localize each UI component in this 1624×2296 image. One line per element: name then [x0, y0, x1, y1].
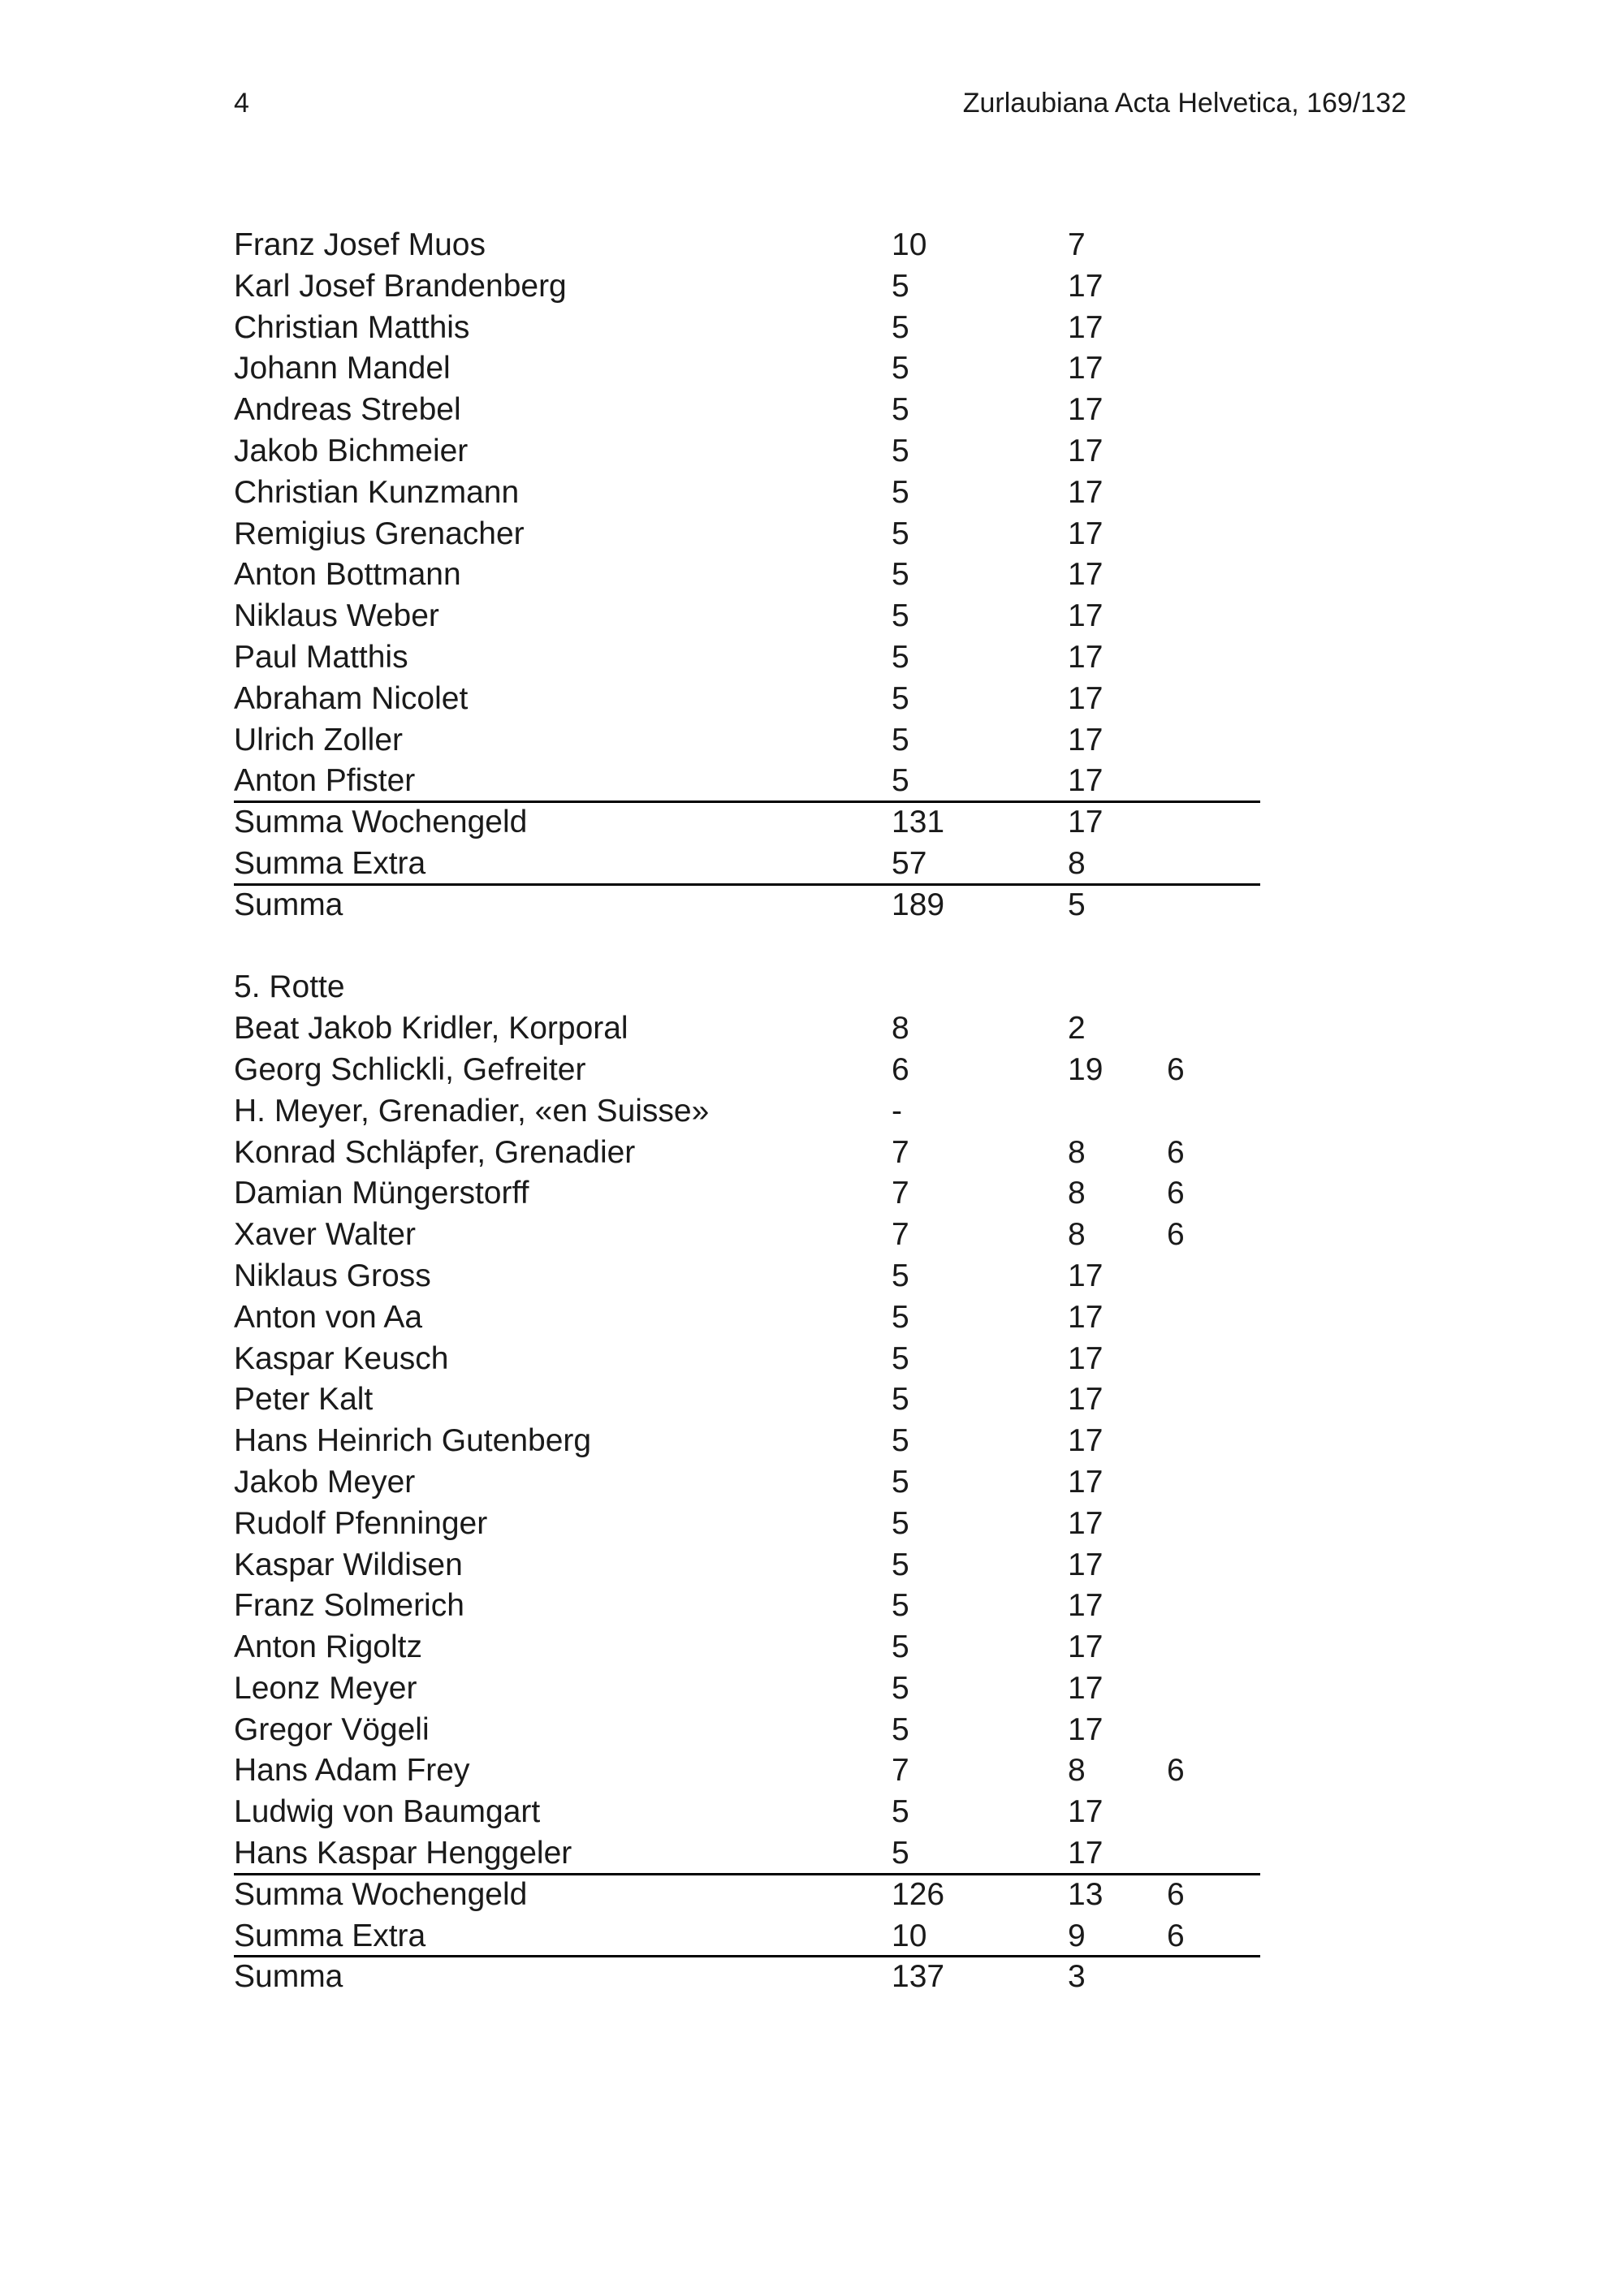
table-row — [234, 390, 1389, 431]
value3-cell: 6 — [1167, 1876, 1185, 1912]
value3-cell — [1167, 720, 1389, 762]
value2-cell: 17 — [1068, 309, 1104, 345]
name-cell: Christian Matthis — [234, 309, 470, 345]
table-row — [234, 1875, 1389, 1916]
value2-cell: 17 — [1068, 1670, 1104, 1706]
value1-cell: 5 — [892, 351, 909, 386]
value3-cell — [1167, 1421, 1389, 1462]
value1-cell: 5 — [892, 1299, 909, 1335]
value3-cell — [1167, 1710, 1389, 1751]
name-cell: Rudolf Pfenninger — [234, 1505, 488, 1541]
name-cell: Gregor Vögeli — [234, 1711, 430, 1747]
name-cell: Summa — [234, 887, 343, 922]
value1-cell: 137 — [892, 1959, 945, 1995]
value3-cell — [1167, 1297, 1389, 1339]
table-row — [234, 1339, 1389, 1380]
header-source-title: Zurlaubiana Acta Helvetica, 169/132 — [962, 88, 1406, 119]
value2-cell: 8 — [1068, 1753, 1086, 1789]
table-row — [234, 1462, 1389, 1504]
value3-cell — [1167, 473, 1389, 514]
table-row — [234, 1833, 1389, 1875]
value3-cell — [1167, 802, 1389, 844]
value3-cell: 6 — [1167, 1753, 1185, 1789]
value2-cell: 17 — [1068, 516, 1104, 551]
value1-cell: 5 — [892, 268, 909, 304]
name-cell: Andreas Strebel — [234, 392, 461, 428]
value2-cell: 17 — [1068, 1299, 1104, 1335]
value3-cell — [1167, 1339, 1389, 1380]
value2-cell: 3 — [1068, 1959, 1086, 1995]
value1-cell: 7 — [892, 1176, 909, 1211]
value2-cell: 17 — [1068, 805, 1104, 840]
value2-cell: 17 — [1068, 1629, 1104, 1665]
value2-cell: 17 — [1068, 1711, 1104, 1747]
value2-cell: 17 — [1068, 268, 1104, 304]
value2-cell: 17 — [1068, 680, 1104, 716]
value1-cell: - — [892, 1093, 902, 1129]
name-cell: Christian Kunzmann — [234, 474, 520, 510]
value1-cell: 5 — [892, 1836, 909, 1871]
name-cell: Ulrich Zoller — [234, 722, 404, 757]
value1-cell: 5 — [892, 1711, 909, 1747]
value2-cell: 5 — [1068, 887, 1086, 922]
value3-cell — [1167, 348, 1389, 390]
value1-cell — [892, 967, 1068, 1008]
table-row — [234, 1668, 1389, 1710]
table-row — [234, 308, 1389, 349]
table-row — [234, 555, 1389, 596]
value3-cell — [1167, 1091, 1389, 1133]
value3-cell — [1167, 1957, 1389, 1998]
value2-cell: 17 — [1068, 351, 1104, 386]
value3-cell — [1167, 1008, 1389, 1050]
name-cell: Hans Heinrich Gutenberg — [234, 1423, 592, 1459]
value2-cell: 13 — [1068, 1876, 1104, 1912]
value3-cell — [1167, 844, 1389, 885]
value3-cell: 6 — [1167, 1217, 1185, 1253]
table-row — [234, 1379, 1389, 1421]
name-cell: Franz Solmerich — [234, 1588, 464, 1624]
value1-cell: 10 — [892, 227, 927, 262]
name-cell: Remigius Grenacher — [234, 516, 525, 551]
value2-cell: 8 — [1068, 1176, 1086, 1211]
value3-cell — [1167, 225, 1389, 266]
value1-cell: 131 — [892, 805, 945, 840]
value1-cell: 5 — [892, 598, 909, 634]
value3-cell — [1167, 885, 1389, 926]
value1-cell: 5 — [892, 1464, 909, 1500]
name-cell: Georg Schlickli, Gefreiter — [234, 1051, 586, 1087]
table-row — [234, 1916, 1389, 1957]
table-row — [234, 679, 1389, 720]
value1-cell: 189 — [892, 887, 945, 922]
pay-table — [234, 225, 1389, 1998]
value1-cell: 5 — [892, 433, 909, 468]
value1-cell: 5 — [892, 763, 909, 799]
value2-cell: 17 — [1068, 1588, 1104, 1624]
value3-cell — [1167, 1833, 1389, 1875]
value3-cell — [1167, 308, 1389, 349]
value3-cell — [1167, 1379, 1389, 1421]
value1-cell: 5 — [892, 1629, 909, 1665]
value1-cell: 5 — [892, 722, 909, 757]
value3-cell: 6 — [1167, 1918, 1185, 1953]
value3-cell — [1167, 637, 1389, 679]
name-cell: Paul Matthis — [234, 639, 408, 675]
table-row — [234, 1586, 1389, 1627]
value2-cell: 2 — [1068, 1011, 1086, 1047]
value3-cell — [1167, 1545, 1389, 1586]
value1-cell: 7 — [892, 1753, 909, 1789]
value1-cell: 5 — [892, 1340, 909, 1376]
value3-cell — [1167, 1668, 1389, 1710]
value1-cell: 5 — [892, 516, 909, 551]
table-row — [234, 514, 1389, 555]
value2-cell: 17 — [1068, 763, 1104, 799]
table-row — [234, 1421, 1389, 1462]
name-cell: Anton Pfister — [234, 763, 416, 799]
value2-cell — [1068, 967, 1167, 1008]
name-cell: Anton Bottmann — [234, 557, 461, 593]
value2-cell: 17 — [1068, 1836, 1104, 1871]
name-cell: Jakob Bichmeier — [234, 433, 469, 468]
table-row — [234, 637, 1389, 679]
value2-cell: 8 — [1068, 1134, 1086, 1170]
value2-cell: 8 — [1068, 1217, 1086, 1253]
value2-cell: 17 — [1068, 1340, 1104, 1376]
name-cell: Summa Wochengeld — [234, 1876, 528, 1912]
value3-cell: 6 — [1167, 1134, 1185, 1170]
table-row — [234, 1133, 1389, 1174]
value2-cell: 17 — [1068, 722, 1104, 757]
value2-cell: 17 — [1068, 1382, 1104, 1418]
value3-cell — [1167, 266, 1389, 308]
name-cell: Summa — [234, 1959, 343, 1995]
value1-cell: 5 — [892, 1547, 909, 1582]
table-row — [234, 596, 1389, 637]
value2-cell: 17 — [1068, 1423, 1104, 1459]
table-row — [234, 1173, 1389, 1215]
name-cell: Hans Kaspar Henggeler — [234, 1836, 572, 1871]
value2-cell: 17 — [1068, 433, 1104, 468]
name-cell: Abraham Nicolet — [234, 680, 469, 716]
value1-cell: 5 — [892, 1382, 909, 1418]
value1-cell: 7 — [892, 1217, 909, 1253]
value3-cell — [1167, 390, 1389, 431]
name-cell: Anton von Aa — [234, 1299, 423, 1335]
value1-cell: 5 — [892, 680, 909, 716]
value2-cell: 17 — [1068, 1794, 1104, 1830]
value3-cell — [1167, 1256, 1389, 1297]
name-cell: Niklaus Gross — [234, 1258, 431, 1293]
value3-cell: 6 — [1167, 1051, 1185, 1087]
value3-cell: 6 — [1167, 1176, 1185, 1211]
value1-cell: 5 — [892, 392, 909, 428]
value2-cell: 7 — [1068, 227, 1086, 262]
table-row — [234, 1627, 1389, 1668]
name-cell: Summa Extra — [234, 845, 426, 881]
name-cell: Niklaus Weber — [234, 598, 439, 634]
name-cell: Leonz Meyer — [234, 1670, 417, 1706]
value3-cell — [1167, 431, 1389, 473]
value3-cell — [1167, 1462, 1389, 1504]
section-heading-row — [234, 967, 1389, 1008]
name-cell: Beat Jakob Kridler, Korporal — [234, 1011, 628, 1047]
value2-cell: 17 — [1068, 598, 1104, 634]
table-row — [234, 1215, 1389, 1256]
value1-cell: 5 — [892, 1423, 909, 1459]
name-cell: Konrad Schläpfer, Grenadier — [234, 1134, 636, 1170]
name-cell: Ludwig von Baumgart — [234, 1794, 541, 1830]
table-row — [234, 1297, 1389, 1339]
value3-cell — [1167, 679, 1389, 720]
name-cell: Damian Müngerstorff — [234, 1176, 529, 1211]
name-cell: 5. Rotte — [234, 969, 345, 1005]
value1-cell: 5 — [892, 1588, 909, 1624]
name-cell: Hans Adam Frey — [234, 1753, 470, 1789]
table-row — [234, 720, 1389, 762]
value2-cell: 17 — [1068, 1464, 1104, 1500]
value1-cell: 7 — [892, 1134, 909, 1170]
name-cell: Peter Kalt — [234, 1382, 374, 1418]
value1-cell: 5 — [892, 1505, 909, 1541]
value1-cell: 57 — [892, 845, 927, 881]
value1-cell: 10 — [892, 1918, 927, 1953]
table-row — [234, 1750, 1389, 1792]
table-row — [234, 266, 1389, 308]
value2-cell: 17 — [1068, 639, 1104, 675]
table-row — [234, 1091, 1389, 1133]
value2-cell: 17 — [1068, 474, 1104, 510]
name-cell: H. Meyer, Grenadier, «en Suisse» — [234, 1093, 710, 1129]
value2-cell: 19 — [1068, 1051, 1104, 1087]
value1-cell: 5 — [892, 1670, 909, 1706]
page-header — [234, 84, 1406, 122]
value1-cell: 5 — [892, 639, 909, 675]
table-row — [234, 885, 1389, 926]
name-cell: Karl Josef Brandenberg — [234, 268, 567, 304]
value1-cell: 5 — [892, 1794, 909, 1830]
value3-cell — [1167, 967, 1389, 1008]
name-cell: Summa Wochengeld — [234, 805, 528, 840]
value2-cell: 17 — [1068, 392, 1104, 428]
value2-cell: 17 — [1068, 557, 1104, 593]
table-row — [234, 348, 1389, 390]
name-cell: Kaspar Wildisen — [234, 1547, 463, 1582]
name-cell: Jakob Meyer — [234, 1464, 416, 1500]
table-row — [234, 1050, 1389, 1091]
table-row — [234, 1710, 1389, 1751]
value2-cell: 9 — [1068, 1918, 1086, 1953]
table-row — [234, 1008, 1389, 1050]
value1-cell: 5 — [892, 557, 909, 593]
table-row — [234, 431, 1389, 473]
value3-cell — [1167, 596, 1389, 637]
value2-cell: 17 — [1068, 1505, 1104, 1541]
value3-cell — [1167, 1504, 1389, 1545]
value1-cell: 126 — [892, 1876, 945, 1912]
blank-line — [234, 926, 1389, 968]
name-cell: Xaver Walter — [234, 1217, 416, 1253]
value3-cell — [1167, 1792, 1389, 1833]
name-cell: Franz Josef Muos — [234, 227, 486, 262]
value1-cell: 6 — [892, 1051, 909, 1087]
name-cell: Johann Mandel — [234, 351, 451, 386]
name-cell: Kaspar Keusch — [234, 1340, 449, 1376]
table-row — [234, 1504, 1389, 1545]
value3-cell — [1167, 761, 1389, 802]
table-row — [234, 844, 1389, 885]
value3-cell — [1167, 514, 1389, 555]
table-row — [234, 1792, 1389, 1833]
value3-cell — [1167, 555, 1389, 596]
value2-cell — [1068, 1091, 1167, 1133]
table-row — [234, 1256, 1389, 1297]
table-row — [234, 1957, 1389, 1998]
value1-cell: 8 — [892, 1011, 909, 1047]
value1-cell: 5 — [892, 309, 909, 345]
value2-cell: 8 — [1068, 845, 1086, 881]
table-row — [234, 761, 1389, 802]
value2-cell: 17 — [1068, 1547, 1104, 1582]
table-row — [234, 1545, 1389, 1586]
table-row — [234, 802, 1389, 844]
value2-cell: 17 — [1068, 1258, 1104, 1293]
table-row — [234, 473, 1389, 514]
table-row — [234, 225, 1389, 266]
value1-cell: 5 — [892, 1258, 909, 1293]
value1-cell: 5 — [892, 474, 909, 510]
value3-cell — [1167, 1586, 1389, 1627]
name-cell: Anton Rigoltz — [234, 1629, 422, 1665]
name-cell: Summa Extra — [234, 1918, 426, 1953]
value3-cell — [1167, 1627, 1389, 1668]
page-number: 4 — [234, 88, 249, 119]
